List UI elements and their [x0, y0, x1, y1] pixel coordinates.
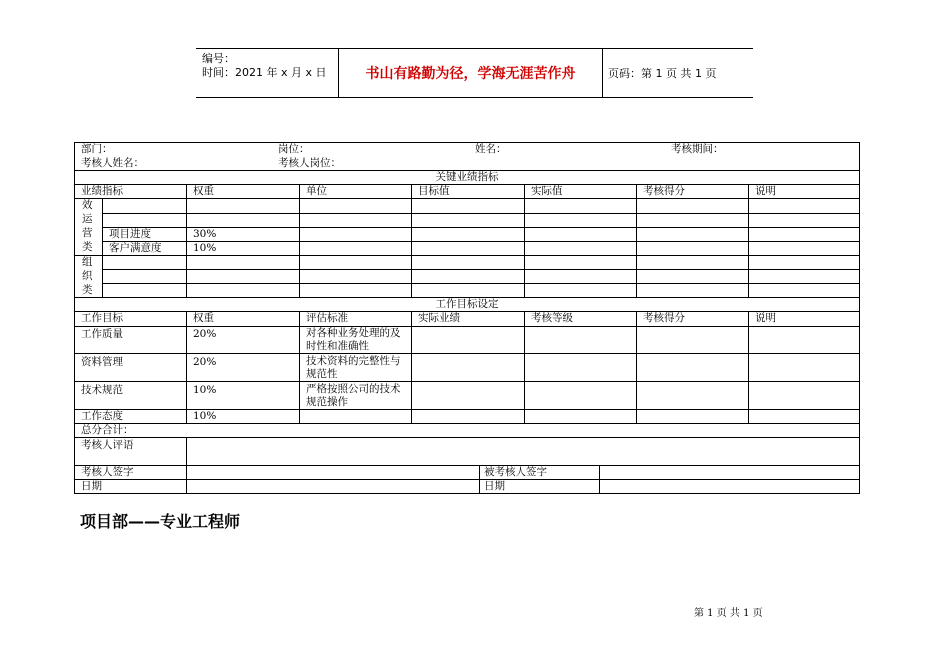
name-label: 姓名：: [475, 143, 507, 155]
goal-header-goal: 工作目标: [81, 312, 123, 324]
kpi-group2-char: 织: [82, 270, 93, 282]
goal-row-weight: 20%: [193, 356, 217, 368]
position-label: 岗位：: [278, 143, 310, 155]
kpi-row-name: 项目进度: [109, 228, 151, 240]
goal-header-notes: 说明: [755, 312, 776, 324]
goal-section-title: 工作目标设定: [435, 298, 499, 310]
time-label: 时间：2021 年 x 月 x 日: [202, 66, 327, 79]
kpi-section-title: 关键业绩指标: [435, 171, 499, 183]
goal-header-performance: 实际业绩: [418, 312, 460, 324]
goal-row-weight: 20%: [193, 328, 217, 340]
period-label: 考核期间：: [671, 143, 724, 155]
kpi-header-target: 目标值: [418, 185, 450, 197]
header-page-cell: [602, 49, 753, 97]
goal-header-grade: 考核等级: [531, 312, 573, 324]
kpi-group2-char: 组: [82, 256, 93, 268]
assessee-sign-label: 被考核人签字: [484, 466, 547, 478]
kpi-group2-char: 类: [82, 284, 93, 296]
goal-row-name: 工作质量: [81, 328, 123, 340]
kpi-row-weight: 30%: [193, 228, 217, 240]
kpi-group1-char: 类: [82, 241, 93, 253]
goal-header-score: 考核得分: [643, 312, 685, 324]
kpi-header-score: 考核得分: [643, 185, 685, 197]
assessor-position-label: 考核人岗位：: [278, 157, 341, 169]
kpi-group1-char: 效: [82, 199, 93, 211]
kpi-header-actual: 实际值: [531, 185, 563, 197]
comment-label: 考核人评语: [81, 439, 134, 451]
number-label: 编号：: [202, 52, 235, 65]
header-meta-cell: [196, 49, 338, 97]
section-title: 项目部——专业工程师: [80, 512, 241, 531]
goal-row-standard: 对各种业务处理的及时性和准确性: [306, 327, 401, 352]
assessment-form: [74, 142, 860, 494]
goal-header-weight: 权重: [193, 312, 214, 324]
kpi-header-weight: 权重: [193, 185, 214, 197]
page-label: 页码：第 1 页 共 1 页: [608, 67, 717, 80]
page-footer: 第 1 页 共 1 页: [694, 608, 763, 619]
motto: 书山有路勤为径，学海无涯苦作舟: [338, 49, 603, 97]
kpi-group1-char: 运: [82, 213, 93, 225]
goal-row-weight: 10%: [193, 384, 217, 396]
kpi-header-notes: 说明: [755, 185, 776, 197]
document-header: [196, 48, 753, 98]
goal-row-weight: 10%: [193, 410, 217, 422]
kpi-row-name: 客户满意度: [109, 242, 162, 254]
kpi-header-indicator: 业绩指标: [81, 185, 123, 197]
goal-row-name: 资料管理: [81, 356, 123, 368]
goal-row-standard: 严格按照公司的技术规范操作: [306, 383, 401, 408]
date-label: 日期: [484, 480, 505, 492]
kpi-group1-char: 营: [82, 227, 93, 239]
assessor-name-label: 考核人姓名：: [81, 157, 144, 169]
goal-row-standard: 技术资料的完整性与规范性: [306, 355, 401, 380]
assessor-sign-label: 考核人签字: [81, 466, 134, 478]
goal-row-name: 工作态度: [81, 410, 123, 422]
date-label: 日期: [81, 480, 102, 492]
kpi-header-unit: 单位: [306, 185, 327, 197]
kpi-row-weight: 10%: [193, 242, 217, 254]
goal-header-standard: 评估标准: [306, 312, 348, 324]
total-label: 总分合计：: [81, 424, 134, 436]
goal-row-name: 技术规范: [81, 384, 123, 396]
department-label: 部门：: [81, 143, 113, 155]
